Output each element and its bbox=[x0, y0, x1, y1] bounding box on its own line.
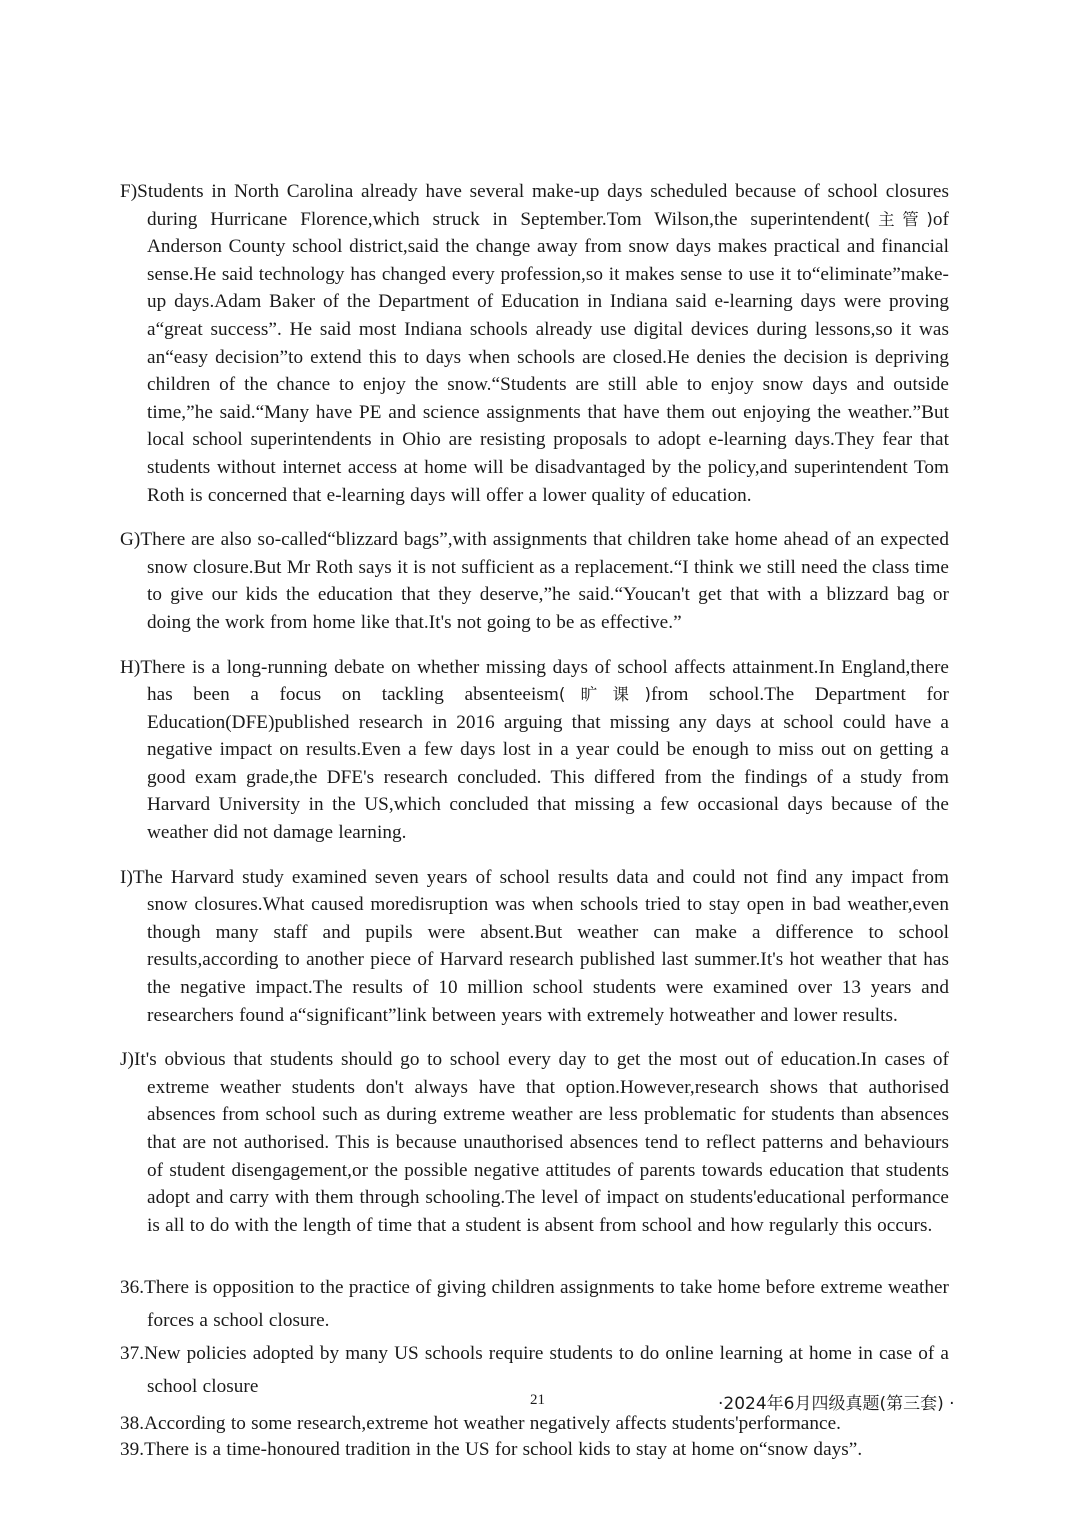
question-item-37: 37.New policies adopted by many US schools require students to do online learning at home in case of a school closure bbox=[120, 1343, 949, 1398]
footer-source-note: ·2024年6月四级真题(第三套) · bbox=[718, 1394, 955, 1414]
passage-paragraph-h bbox=[120, 654, 949, 847]
question-item-38: 38.According to some research,extreme hot weather negatively affects students'performance. bbox=[120, 1413, 841, 1435]
paragraph-h-text-part1: H)There is a long-running debate on whether missing days of school affects attainment.In England,there has been a focus on tackling absenteeism bbox=[120, 656, 949, 706]
paragraph-h-text-part2: from school.The Department for Education(DFE)published research in 2016 arguing that missing any days at school could have a negative impact on results.Even a few days lost in a year could be enough to miss out on getting a good exam grade,the DFE's research concluded. This differed from the findings of a study from Harvard University in the US,which concluded that missing a few occasional days because of the weather did not damage learning. bbox=[147, 684, 949, 844]
passage-paragraph-j bbox=[120, 1046, 949, 1239]
page-number: 21 bbox=[530, 1392, 545, 1408]
question-item-36: 36.There is opposition to the practice of giving children assignments to take home before extreme weather forces a school closure. bbox=[120, 1277, 949, 1332]
page-content bbox=[120, 178, 949, 1463]
paragraph-h-chinese-annotation: (旷课) bbox=[558, 685, 651, 705]
paragraph-f-text-part1: F)Students in North Carolina already have several make-up days scheduled because of school closures during Hurricane Florence,which struck in September.Tom Wilson,the superintendent bbox=[120, 181, 949, 230]
passage-paragraph-g bbox=[120, 526, 949, 636]
paragraph-i-text: I)The Harvard study examined seven years of school results data and could not find any impact from snow closures.What caused moredisruption was when schools tried to stay open in bad weather,even though many staff and pupils were absent.But weather can make a difference to school results,according to another piece of Harvard research published last summer.It's hot weather that has the negative impact.The results of 10 million school students were examined over 13 years and researchers found a“significant”link between years with extremely hotweather and lower results. bbox=[120, 866, 949, 1026]
passage-paragraph-f bbox=[120, 178, 949, 509]
question-list bbox=[120, 1271, 949, 1463]
page-footer bbox=[0, 1392, 1080, 1422]
paragraph-f-chinese-annotation: (主管) bbox=[864, 209, 933, 229]
paragraph-f-text-part2: of Anderson County school district,said the change away from snow days makes practical and financial sense.He said technology has changed every profession,so it makes sense to use it to“eliminate”make-up days.Adam Baker of the Department of Education in Indiana said e-learning days were proving a“great success”. He said most Indiana schools already use digital devices during lessons,so it was an“easy decision”to extend this to days when schools are closed.He denies the decision is depriving children of the chance to enjoy the snow.“Students are still able to enjoy snow days and outside time,”he said.“Many have PE and science assignments that have them out enjoying the weather.”But local school superintendents in Ohio are resisting proposals to adopt e-learning days.They fear that students without internet access at home will be disadvantaged by the policy,and superintendent Tom Roth is concerned that e-learning days will offer a lower quality of education. bbox=[147, 208, 949, 506]
question-item-39: 39.There is a time-honoured tradition in the US for school kids to stay at home on“snow days”. bbox=[120, 1439, 863, 1461]
paragraph-j-text: J)It's obvious that students should go to school every day to get the most out of education.In cases of extreme weather students don't always have that option.However,research shows that authorised absences from school such as during extreme weather are less problematic for students than absences that are not authorised. This is because unauthorised absences tend to reflect patterns and behaviours of student disengagement,or the possible negative attitudes of parents towards education that students adopt and carry with them through schooling.The level of impact on students'educational performance is all to do with the length of time that a student is absent from school and how regularly this occurs. bbox=[120, 1049, 949, 1236]
passage-paragraph-i bbox=[120, 864, 949, 1030]
paragraph-g-text: G)There are also so-called“blizzard bags”,with assignments that children take home ahead of an expected snow closure.But Mr Roth says it is not sufficient as a replacement.“I think we still need the class time to give our kids the education that they deserve,”he said.“Youcan't get that with a blizzard bag or doing the work from home like that.It's not going to be as effective.” bbox=[120, 529, 949, 633]
